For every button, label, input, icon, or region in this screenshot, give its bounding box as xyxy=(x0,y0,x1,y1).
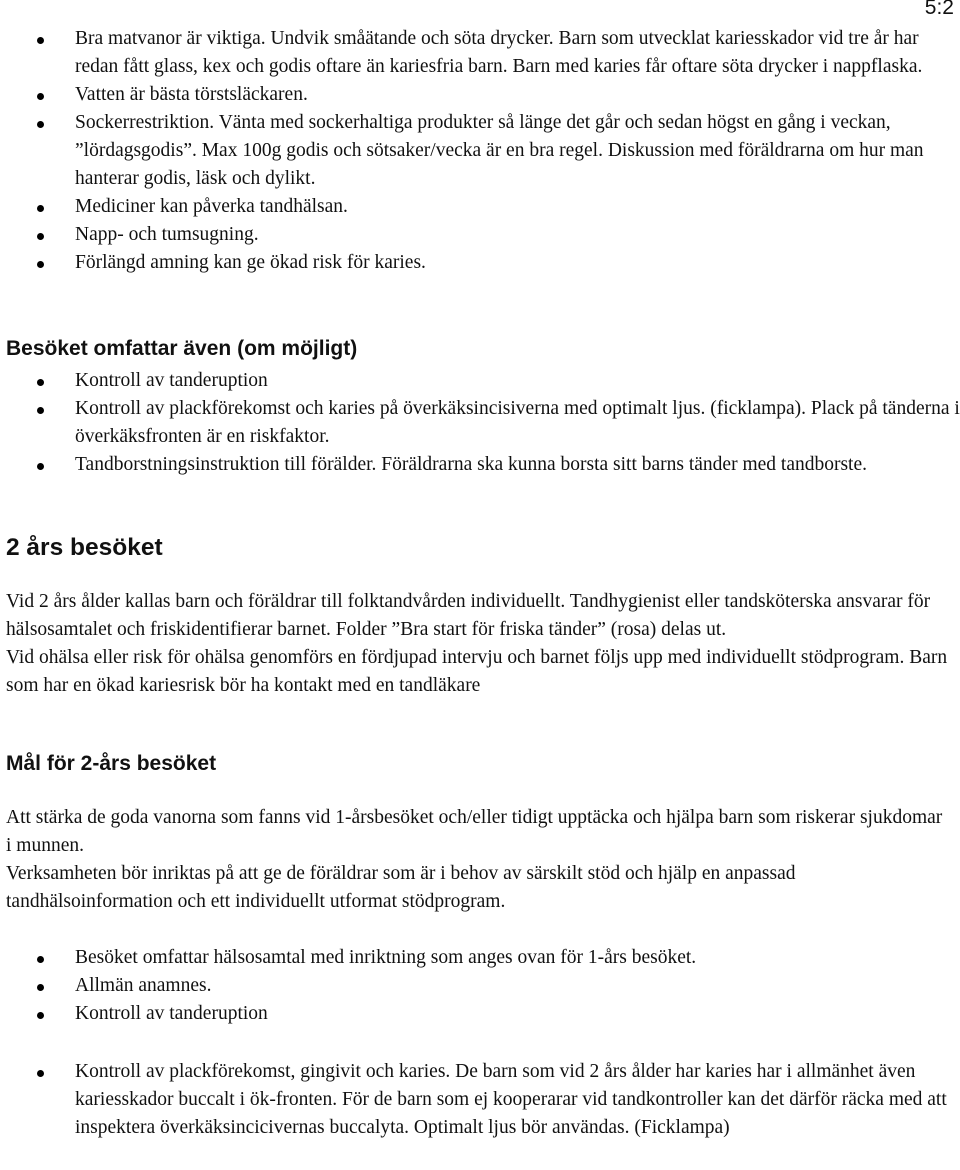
paragraph: Vid 2 års ålder kallas barn och föräldrar till folktandvården individuellt. Tandhygienist eller tandsköterska ansvarar för hälsosamtalet och friskidentifierar barnet. Folder ”Bra start för friska tänder” (rosa) delas ut. xyxy=(6,591,931,640)
list-item: Allmän anamnes. xyxy=(0,972,960,1000)
list-item: Kontroll av tanderuption xyxy=(0,367,960,395)
list-item: Tandborstningsinstruktion till förälder. Föräldrarna ska kunna borsta sitt barns tänder med tandborste. xyxy=(0,451,960,479)
visit-scope-list xyxy=(0,367,960,479)
page-number: 5:2 xyxy=(924,0,954,19)
list-item: Vatten är bästa törstsläckaren. xyxy=(0,81,960,109)
two-year-visit-heading: 2 års besöket xyxy=(6,534,163,561)
paragraph: Vid ohälsa eller risk för ohälsa genomförs en fördjupad intervju och barnet följs upp med individuellt stödprogram. Barn som har en ökad kariesrisk bör ha kontakt med en tandläkare xyxy=(6,647,948,696)
list-item: Bra matvanor är viktiga. Undvik småätande och söta drycker. Barn som utvecklat kariesskador vid tre år har redan fått glass, kex och godis oftare än kariesfria barn. Barn med karies får oftare söta drycker i nappflaska. xyxy=(0,25,960,81)
dietary-advice-list xyxy=(0,25,960,277)
list-item: Kontroll av plackförekomst och karies på överkäksincisiverna med optimalt ljus. (ficklampa). Plack på tänderna i överkäksfronten är en riskfaktor. xyxy=(0,395,960,451)
goals-text xyxy=(0,804,960,916)
list-item: Besöket omfattar hälsosamtal med inriktning som anges ovan för 1-års besöket. xyxy=(0,944,960,972)
visit-scope-heading: Besöket omfattar även (om möjligt) xyxy=(6,337,358,360)
goals-list xyxy=(0,944,960,1028)
two-year-visit-text xyxy=(0,588,960,700)
examination-list xyxy=(0,1058,960,1142)
list-item: Mediciner kan påverka tandhälsan. xyxy=(0,193,960,221)
list-item: Förlängd amning kan ge ökad risk för karies. xyxy=(0,249,960,277)
paragraph: Verksamheten bör inriktas på att ge de föräldrar som är i behov av särskilt stöd och hjälp en anpassad tandhälsoinformation och ett individuellt utformat stödprogram. xyxy=(6,863,796,912)
list-item: Napp- och tumsugning. xyxy=(0,221,960,249)
list-item: Sockerrestriktion. Vänta med sockerhaltiga produkter så länge det går och sedan högst en gång i veckan, ”lördagsgodis”. Max 100g godis och sötsaker/vecka är en bra regel. Diskussion med föräldrarna om hur man hanterar godis, läsk och dylikt. xyxy=(0,109,960,193)
list-item: Kontroll av plackförekomst, gingivit och karies. De barn som vid 2 års ålder har karies har i allmänhet även kariesskador buccalt i ök-fronten. För de barn som ej kooperarar vid tandkontroller kan det därför räcka med att inspektera överkäksincicivernas buccalyta. Optimalt ljus bör användas. (Ficklampa) xyxy=(0,1058,960,1142)
list-item: Kontroll av tanderuption xyxy=(0,1000,960,1028)
goals-heading: Mål för 2-års besöket xyxy=(6,752,217,775)
paragraph: Att stärka de goda vanorna som fanns vid 1-årsbesöket och/eller tidigt upptäcka och hjälpa barn som riskerar sjukdomar i munnen. xyxy=(6,807,943,856)
